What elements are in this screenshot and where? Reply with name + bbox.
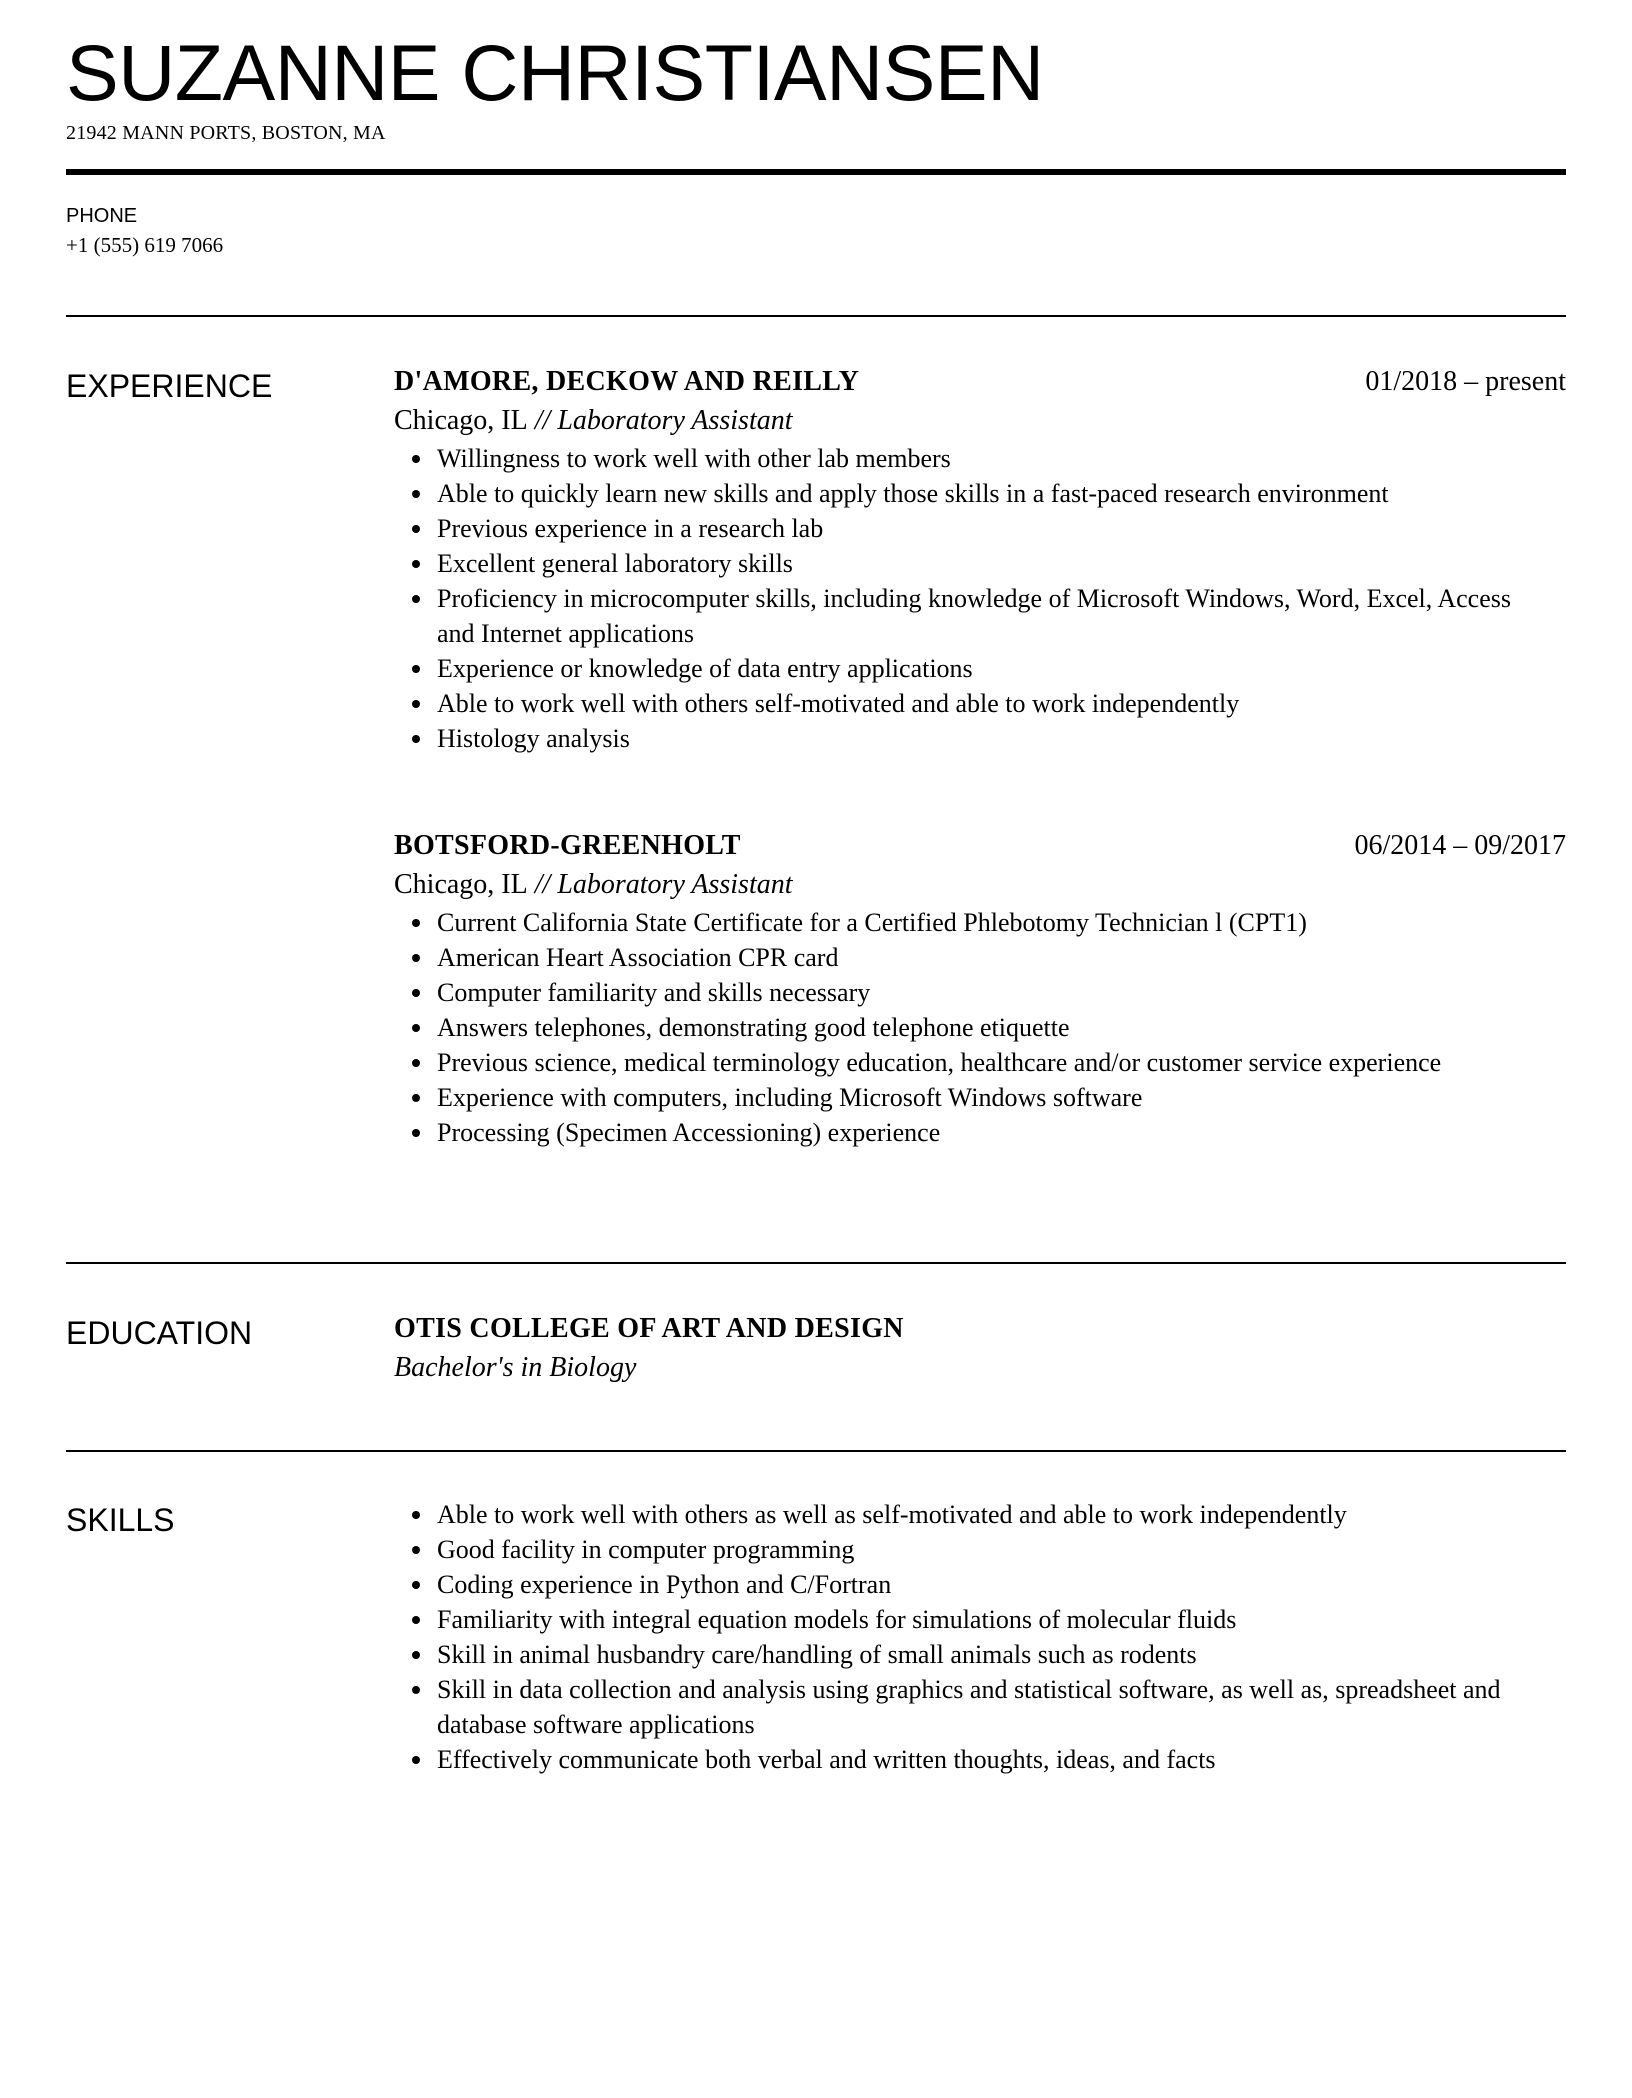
- list-item-text: Previous science, medical terminology education, healthcare and/or customer service experience: [437, 1048, 1442, 1077]
- job-role: Laboratory Assistant: [557, 869, 793, 900]
- list-item: [394, 1567, 1534, 1602]
- education-school: OTIS COLLEGE OF ART AND DESIGN: [394, 1313, 904, 1344]
- job-header: [394, 827, 1566, 865]
- bullet-icon: [412, 1129, 420, 1137]
- job-bullet-list: [394, 905, 1534, 1150]
- list-item: [394, 441, 1534, 476]
- list-item-text: Coding experience in Python and C/Fortran: [437, 1570, 892, 1599]
- list-item-text: Answers telephones, demonstrating good telephone etiquette: [437, 1013, 1070, 1042]
- bullet-icon: [412, 1616, 420, 1624]
- section-title-experience: EXPERIENCE: [66, 368, 273, 404]
- list-item-text: Computer familiarity and skills necessary: [437, 978, 871, 1007]
- bullet-icon: [412, 455, 420, 463]
- bullet-icon: [412, 700, 420, 708]
- list-item: [394, 975, 1534, 1010]
- phone-label: PHONE: [66, 205, 138, 227]
- bullet-icon: [412, 1024, 420, 1032]
- list-item: [394, 546, 1534, 581]
- phone-number: +1 (555) 619 7066: [66, 233, 224, 257]
- list-item-text: Familiarity with integral equation models for simulations of molecular fluids: [437, 1605, 1237, 1634]
- list-item-text: Good facility in computer programming: [437, 1535, 855, 1564]
- bullet-icon: [412, 735, 420, 743]
- list-item-text: Skill in data collection and analysis using graphics and statistical software, as well as, spreadsheet and database software applications: [437, 1675, 1501, 1739]
- job-subline: [394, 401, 1566, 441]
- bullet-icon: [412, 1581, 420, 1589]
- candidate-name: SUZANNE CHRISTIANSEN: [66, 28, 1044, 117]
- skills-entry: [394, 1497, 1566, 1777]
- job-bullet-list: [394, 441, 1534, 756]
- job-location: Chicago, IL: [394, 405, 528, 436]
- education-entry: [394, 1310, 1566, 1388]
- job-role: Laboratory Assistant: [557, 405, 793, 436]
- bullet-icon: [412, 1059, 420, 1067]
- list-item-text: Excellent general laboratory skills: [437, 549, 793, 578]
- bullet-icon: [412, 919, 420, 927]
- job-dates: 06/2014 – 09/2017: [1354, 830, 1566, 861]
- list-item: [394, 581, 1534, 651]
- bullet-icon: [412, 989, 420, 997]
- list-item-text: American Heart Association CPR card: [437, 943, 839, 972]
- bullet-icon: [412, 1651, 420, 1659]
- list-item: [394, 1115, 1534, 1150]
- list-item: [394, 476, 1534, 511]
- skills-list: [394, 1497, 1534, 1777]
- job-separator: //: [527, 869, 558, 900]
- resume-page: [66, 0, 1566, 2098]
- list-item: [394, 1742, 1534, 1777]
- section-divider-education: [66, 1262, 1566, 1264]
- job-entry: [394, 827, 1566, 1150]
- job-separator: //: [527, 405, 558, 436]
- list-item-text: Able to work well with others self-motivated and able to work independently: [437, 689, 1240, 718]
- bullet-icon: [412, 1511, 420, 1519]
- list-item: [394, 721, 1534, 756]
- list-item-text: Experience or knowledge of data entry applications: [437, 654, 973, 683]
- job-dates: 01/2018 – present: [1365, 366, 1566, 397]
- list-item-text: Skill in animal husbandry care/handling of small animals such as rodents: [437, 1640, 1197, 1669]
- bullet-icon: [412, 1756, 420, 1764]
- candidate-address: 21942 MANN PORTS, BOSTON, MA: [66, 122, 386, 144]
- bullet-icon: [412, 954, 420, 962]
- list-item: [394, 1080, 1534, 1115]
- bullet-icon: [412, 595, 420, 603]
- bullet-icon: [412, 1686, 420, 1694]
- list-item: [394, 1602, 1534, 1637]
- section-title-education: EDUCATION: [66, 1315, 253, 1351]
- job-entry: [394, 363, 1566, 756]
- list-item: [394, 1045, 1534, 1080]
- education-header: [394, 1310, 1566, 1348]
- list-item-text: Effectively communicate both verbal and written thoughts, ideas, and facts: [437, 1745, 1216, 1774]
- list-item-text: Able to work well with others as well as self-motivated and able to work independently: [437, 1500, 1347, 1529]
- list-item: [394, 1010, 1534, 1045]
- list-item-text: Experience with computers, including Microsoft Windows software: [437, 1083, 1143, 1112]
- list-item-text: Histology analysis: [437, 724, 630, 753]
- section-title-skills: SKILLS: [66, 1502, 175, 1538]
- list-item: [394, 1637, 1534, 1672]
- list-item-text: Willingness to work well with other lab members: [437, 444, 951, 473]
- job-location: Chicago, IL: [394, 869, 528, 900]
- list-item-text: Able to quickly learn new skills and apply those skills in a fast-paced research environment: [437, 479, 1389, 508]
- section-divider-experience: [66, 315, 1566, 317]
- bullet-icon: [412, 665, 420, 673]
- education-degree: Bachelor's in Biology: [394, 1352, 637, 1383]
- list-item: [394, 1672, 1534, 1742]
- list-item: [394, 511, 1534, 546]
- list-item: [394, 686, 1534, 721]
- list-item: [394, 905, 1534, 940]
- list-item-text: Processing (Specimen Accessioning) experience: [437, 1118, 941, 1147]
- list-item: [394, 1532, 1534, 1567]
- header-divider: [66, 169, 1566, 175]
- list-item: [394, 651, 1534, 686]
- list-item-text: Previous experience in a research lab: [437, 514, 824, 543]
- list-item-text: Current California State Certificate for a Certified Phlebotomy Technician l (CPT1): [437, 908, 1307, 937]
- job-header: [394, 363, 1566, 401]
- list-item: [394, 1497, 1534, 1532]
- section-divider-skills: [66, 1450, 1566, 1452]
- job-subline: [394, 865, 1566, 905]
- bullet-icon: [412, 525, 420, 533]
- bullet-icon: [412, 560, 420, 568]
- job-company: D'AMORE, DECKOW AND REILLY: [394, 366, 860, 397]
- bullet-icon: [412, 1546, 420, 1554]
- list-item: [394, 940, 1534, 975]
- bullet-icon: [412, 1094, 420, 1102]
- list-item-text: Proficiency in microcomputer skills, including knowledge of Microsoft Windows, Word, Excel, Access and Internet applications: [437, 584, 1511, 648]
- job-company: BOTSFORD-GREENHOLT: [394, 830, 741, 861]
- bullet-icon: [412, 490, 420, 498]
